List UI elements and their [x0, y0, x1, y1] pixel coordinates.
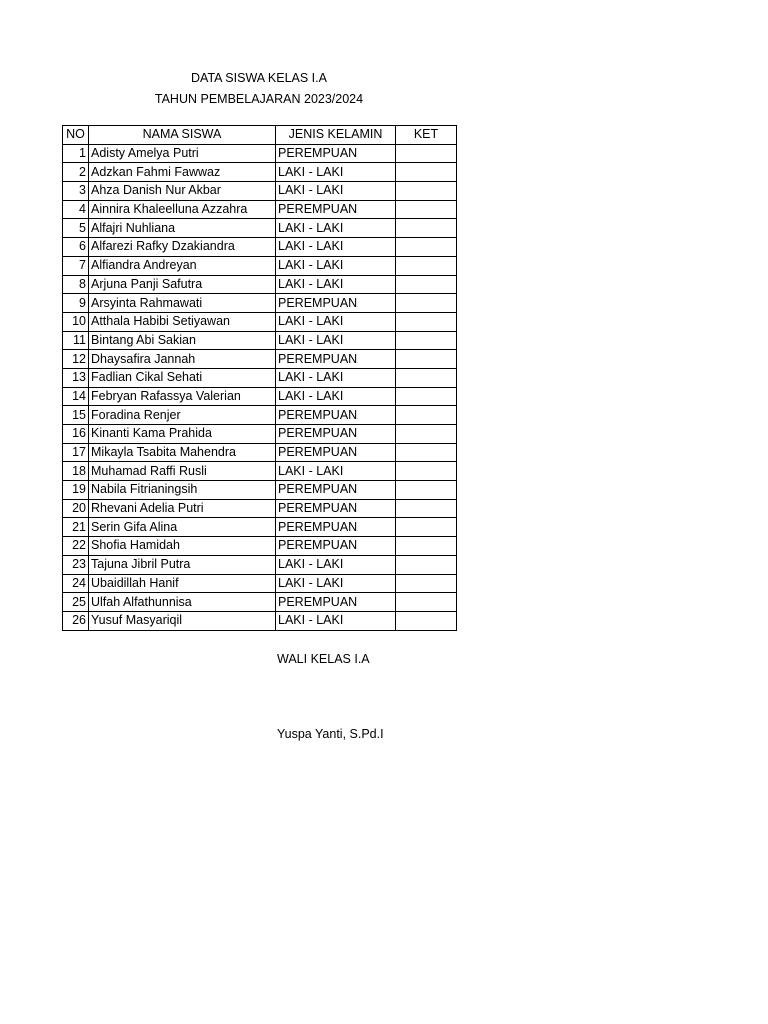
cell-gender: LAKI - LAKI	[276, 275, 396, 294]
table-row	[63, 406, 457, 425]
cell-no: 8	[63, 275, 89, 294]
table-row	[63, 499, 457, 518]
cell-student-name: Shofia Hamidah	[89, 537, 276, 556]
cell-student-name: Serin Gifa Alina	[89, 518, 276, 537]
cell-no: 15	[63, 406, 89, 425]
cell-gender: LAKI - LAKI	[276, 256, 396, 275]
table-row	[63, 425, 457, 444]
cell-student-name: Ainnira Khaleelluna Azzahra	[89, 200, 276, 219]
cell-student-name: Atthala Habibi Setiyawan	[89, 312, 276, 331]
cell-gender: PEREMPUAN	[276, 593, 396, 612]
cell-no: 13	[63, 368, 89, 387]
cell-no: 24	[63, 574, 89, 593]
cell-note	[396, 611, 457, 630]
table-row	[63, 518, 457, 537]
cell-no: 10	[63, 312, 89, 331]
cell-no: 6	[63, 238, 89, 257]
table-row	[63, 238, 457, 257]
cell-note	[396, 294, 457, 313]
table-row	[63, 555, 457, 574]
cell-gender: PEREMPUAN	[276, 294, 396, 313]
cell-gender: PEREMPUAN	[276, 537, 396, 556]
cell-student-name: Ahza Danish Nur Akbar	[89, 182, 276, 201]
cell-no: 25	[63, 593, 89, 612]
cell-no: 16	[63, 425, 89, 444]
cell-note	[396, 499, 457, 518]
cell-no: 19	[63, 481, 89, 500]
cell-gender: PEREMPUAN	[276, 144, 396, 163]
cell-no: 1	[63, 144, 89, 163]
table-header-row	[63, 126, 457, 145]
cell-student-name: Rhevani Adelia Putri	[89, 499, 276, 518]
column-header-no: NO	[63, 126, 89, 145]
cell-no: 12	[63, 350, 89, 369]
cell-note	[396, 256, 457, 275]
cell-gender: LAKI - LAKI	[276, 574, 396, 593]
cell-note	[396, 555, 457, 574]
cell-no: 2	[63, 163, 89, 182]
cell-note	[396, 574, 457, 593]
cell-note	[396, 387, 457, 406]
column-header-name: NAMA SISWA	[89, 126, 276, 145]
cell-no: 11	[63, 331, 89, 350]
cell-student-name: Adzkan Fahmi Fawwaz	[89, 163, 276, 182]
table-row	[63, 219, 457, 238]
cell-gender: LAKI - LAKI	[276, 182, 396, 201]
cell-note	[396, 219, 457, 238]
cell-note	[396, 350, 457, 369]
cell-gender: LAKI - LAKI	[276, 611, 396, 630]
table-row	[63, 611, 457, 630]
cell-gender: PEREMPUAN	[276, 481, 396, 500]
cell-gender: LAKI - LAKI	[276, 312, 396, 331]
column-header-note: KET	[396, 126, 457, 145]
table-row	[63, 200, 457, 219]
cell-no: 26	[63, 611, 89, 630]
table-row	[63, 350, 457, 369]
cell-student-name: Kinanti Kama Prahida	[89, 425, 276, 444]
cell-note	[396, 163, 457, 182]
cell-gender: LAKI - LAKI	[276, 163, 396, 182]
document-subtitle: TAHUN PEMBELAJARAN 2023/2024	[154, 92, 364, 106]
cell-no: 3	[63, 182, 89, 201]
table-row	[63, 462, 457, 481]
cell-note	[396, 593, 457, 612]
cell-student-name: Bintang Abi Sakian	[89, 331, 276, 350]
cell-no: 9	[63, 294, 89, 313]
table-row	[63, 163, 457, 182]
cell-gender: PEREMPUAN	[276, 350, 396, 369]
column-header-gender: JENIS KELAMIN	[276, 126, 396, 145]
cell-note	[396, 182, 457, 201]
student-table	[62, 125, 457, 631]
cell-gender: LAKI - LAKI	[276, 331, 396, 350]
cell-note	[396, 238, 457, 257]
cell-note	[396, 200, 457, 219]
cell-student-name: Muhamad Raffi Rusli	[89, 462, 276, 481]
cell-no: 21	[63, 518, 89, 537]
cell-note	[396, 275, 457, 294]
table-row	[63, 574, 457, 593]
cell-note	[396, 312, 457, 331]
cell-student-name: Ulfah Alfathunnisa	[89, 593, 276, 612]
cell-student-name: Fadlian Cikal Sehati	[89, 368, 276, 387]
cell-note	[396, 481, 457, 500]
cell-no: 22	[63, 537, 89, 556]
table-row	[63, 256, 457, 275]
signature-role: WALI KELAS I.A	[277, 652, 370, 666]
table-row	[63, 312, 457, 331]
cell-student-name: Mikayla Tsabita Mahendra	[89, 443, 276, 462]
cell-gender: PEREMPUAN	[276, 425, 396, 444]
table-row	[63, 537, 457, 556]
cell-gender: PEREMPUAN	[276, 499, 396, 518]
cell-no: 4	[63, 200, 89, 219]
cell-note	[396, 331, 457, 350]
cell-note	[396, 462, 457, 481]
cell-no: 5	[63, 219, 89, 238]
cell-student-name: Alfarezi Rafky Dzakiandra	[89, 238, 276, 257]
cell-gender: LAKI - LAKI	[276, 368, 396, 387]
cell-student-name: Alfiandra Andreyan	[89, 256, 276, 275]
cell-student-name: Alfajri Nuhliana	[89, 219, 276, 238]
cell-no: 7	[63, 256, 89, 275]
table-row	[63, 443, 457, 462]
signature-name: Yuspa Yanti, S.Pd.I	[277, 727, 384, 741]
cell-no: 17	[63, 443, 89, 462]
cell-gender: PEREMPUAN	[276, 518, 396, 537]
table-body	[63, 144, 457, 630]
cell-student-name: Arjuna Panji Safutra	[89, 275, 276, 294]
document-title: DATA SISWA KELAS I.A	[191, 71, 327, 85]
table-row	[63, 387, 457, 406]
cell-note	[396, 443, 457, 462]
cell-gender: LAKI - LAKI	[276, 219, 396, 238]
table-row	[63, 294, 457, 313]
cell-note	[396, 144, 457, 163]
table-row	[63, 144, 457, 163]
cell-student-name: Foradina Renjer	[89, 406, 276, 425]
cell-note	[396, 518, 457, 537]
cell-student-name: Ubaidillah Hanif	[89, 574, 276, 593]
cell-gender: PEREMPUAN	[276, 406, 396, 425]
cell-student-name: Yusuf Masyariqil	[89, 611, 276, 630]
table-row	[63, 368, 457, 387]
cell-no: 18	[63, 462, 89, 481]
table-row	[63, 331, 457, 350]
cell-no: 23	[63, 555, 89, 574]
cell-student-name: Nabila Fitrianingsih	[89, 481, 276, 500]
cell-student-name: Tajuna Jibril Putra	[89, 555, 276, 574]
table-row	[63, 593, 457, 612]
cell-student-name: Adisty Amelya Putri	[89, 144, 276, 163]
cell-note	[396, 406, 457, 425]
table-row	[63, 182, 457, 201]
cell-gender: LAKI - LAKI	[276, 238, 396, 257]
cell-note	[396, 537, 457, 556]
cell-gender: PEREMPUAN	[276, 200, 396, 219]
cell-student-name: Febryan Rafassya Valerian	[89, 387, 276, 406]
cell-gender: PEREMPUAN	[276, 443, 396, 462]
cell-gender: LAKI - LAKI	[276, 387, 396, 406]
cell-gender: LAKI - LAKI	[276, 555, 396, 574]
cell-note	[396, 368, 457, 387]
cell-student-name: Arsyinta Rahmawati	[89, 294, 276, 313]
cell-no: 14	[63, 387, 89, 406]
table-row	[63, 481, 457, 500]
cell-gender: LAKI - LAKI	[276, 462, 396, 481]
table-row	[63, 275, 457, 294]
cell-no: 20	[63, 499, 89, 518]
cell-note	[396, 425, 457, 444]
cell-student-name: Dhaysafira Jannah	[89, 350, 276, 369]
